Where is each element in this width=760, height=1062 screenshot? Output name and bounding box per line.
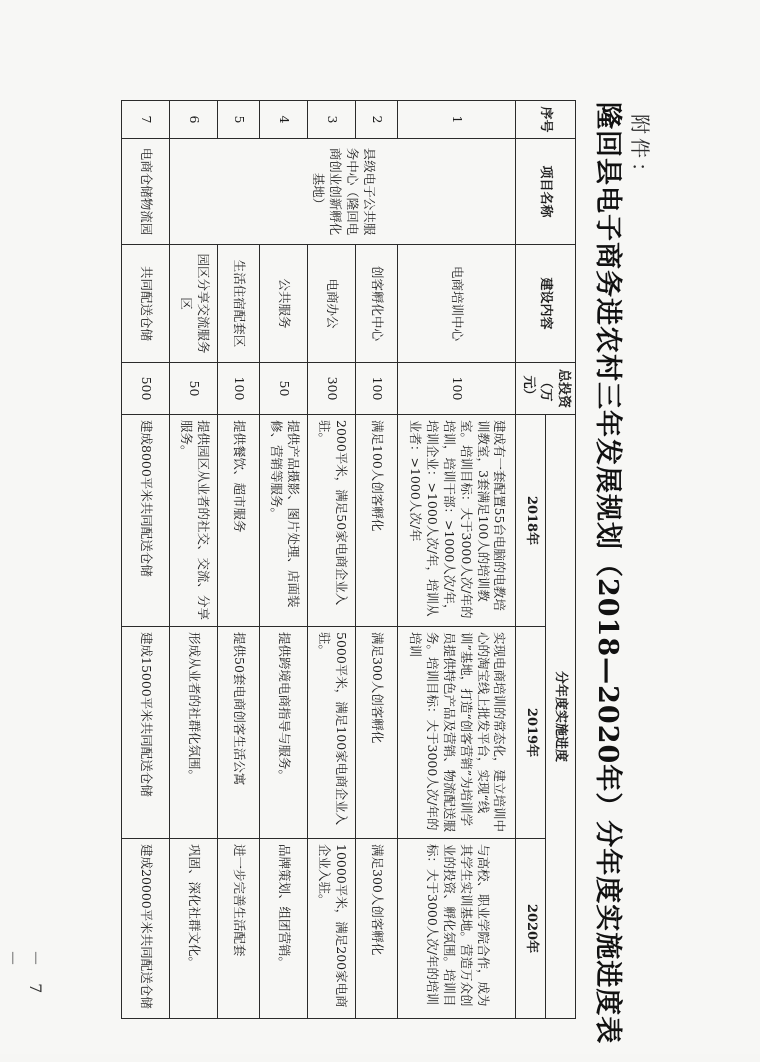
cell-2018: 提供产品摄影、图片处理、店面装修、营销等服务。 [260,415,308,627]
cell-seq: 5 [218,101,260,139]
cell-2018: 满足100人创客孵化 [356,415,398,627]
cell-2018: 提供园区从业者的社交、交流、分享服务。 [170,415,218,627]
cell-investment: 50 [260,363,308,415]
header-content: 建设内容 [516,245,576,363]
cell-2019: 实现电商培训的常态化，建立培训中心的淘宝线上批发平台，实现“线训”基地，打造“创客营销”为培训学员提供特色产品及营销、物流配送服务。培训目标：大于3000人次/年的培训 [398,627,516,839]
cell-content: 共同配送仓储 [122,245,170,363]
cell-investment: 100 [398,363,516,415]
cell-2020: 建成20000平米共同配送仓储 [122,839,170,1019]
cell-seq: 2 [356,101,398,139]
cell-content: 园区分享交流服务区 [170,245,218,363]
cell-2020: 10000平米，满足200家电商企业入驻。 [308,839,356,1019]
cell-seq: 1 [398,101,516,139]
header-seq: 序号 [516,101,576,139]
cell-2018: 建成有一套配置55台电脑的电教培训教室，3套满足100人的培训教室。培训目标：大于3000人次/年的培训，培训干部：>1000人次/年，培训企业：>1000人次/年，培训从业者：>1000人次/年 [398,415,516,627]
cell-2019: 建成15000平米共同配送仓储 [122,627,170,839]
cell-2020: 满足300人创客孵化 [356,839,398,1019]
cell-content: 创客孵化中心 [356,245,398,363]
attachment-label: 附件： [628,114,652,186]
cell-content: 电商培训中心 [398,245,516,363]
header-progress: 分年度实施进度 [546,415,576,1019]
cell-seq: 7 [122,101,170,139]
cell-investment: 300 [308,363,356,415]
cell-content: 电商办公 [308,245,356,363]
cell-investment: 50 [170,363,218,415]
header-row [546,101,576,1019]
cell-2019: 满足300人创客孵化 [356,627,398,839]
cell-2020: 品牌策划、组团营销。 [260,839,308,1019]
page-number: － 7 － [3,950,45,1000]
cell-seq: 4 [260,101,308,139]
page-title: 隆回县电子商务进农村三年发展规划（2018—2020年）分年度实施进度表 [592,102,623,1045]
cell-2018: 建成8000平米共同配送仓储 [122,415,170,627]
table-row [122,101,170,1019]
table-row [398,101,516,1019]
header-2019: 2019年 [516,627,546,839]
header-investment: 总投资（万元） [516,363,576,415]
cell-investment: 100 [356,363,398,415]
header-2018: 2018年 [516,415,546,627]
cell-content: 公共服务 [260,245,308,363]
cell-name: 县级电子公共服务中心（隆回电商创业创新孵化基地） [170,139,516,245]
cell-2020: 进一步完善生活配套 [218,839,260,1019]
cell-seq: 6 [170,101,218,139]
cell-2019: 5000平米，满足100家电商企业入驻。 [308,627,356,839]
cell-name: 电商仓储物流园 [122,139,170,245]
rotated-document [3,20,660,1045]
cell-investment: 500 [122,363,170,415]
cell-2020: 与高校、职业学院合作，成为其学生实训基地。营造万众创业的投资、孵化氛围。培训目标：大于3000人次/年的培训 [398,839,516,1019]
cell-2019: 提供50套电商创客生活公寓 [218,627,260,839]
progress-table [121,100,576,1019]
cell-seq: 3 [308,101,356,139]
cell-investment: 100 [218,363,260,415]
cell-2019: 提供跨境电商指导与服务。 [260,627,308,839]
cell-2018: 提供餐饮、超市服务 [218,415,260,627]
cell-2019: 形成从业者的社群化氛围。 [170,627,218,839]
cell-2020: 巩固、深化社群文化。 [170,839,218,1019]
cell-content: 生活住宿配套区 [218,245,260,363]
cell-2018: 2000平米，满足50家电商企业入驻。 [308,415,356,627]
header-name: 项目名称 [516,139,576,245]
header-2020: 2020年 [516,839,546,1019]
